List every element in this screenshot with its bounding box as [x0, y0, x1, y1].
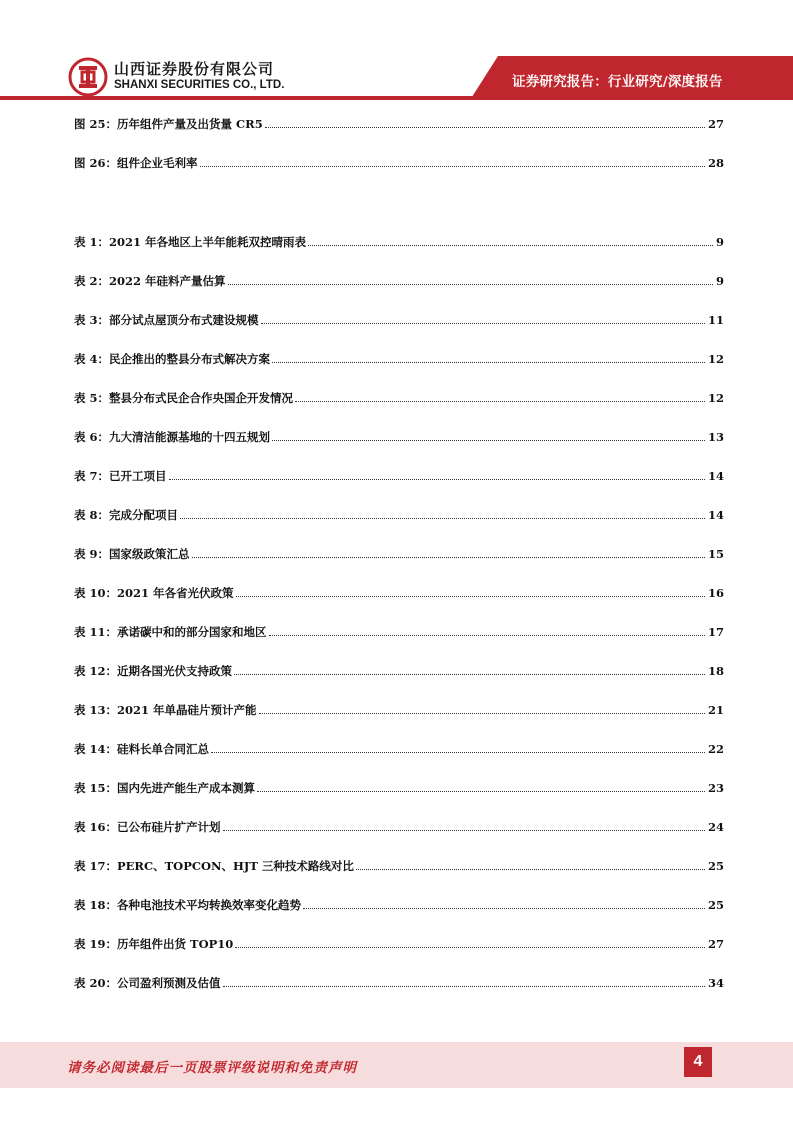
toc-entry-table[interactable] [74, 662, 724, 680]
toc-entry-label: 表 10：2021 年各省光伏政策 [74, 586, 234, 600]
toc-leader-dots [308, 244, 713, 246]
toc-entry-label: 表 8：完成分配项目 [74, 508, 179, 522]
toc-entry-label: 表 1：2021 年各地区上半年能耗双控晴雨表 [74, 235, 307, 249]
toc-entry-page: 24 [707, 820, 724, 834]
toc-leader-dots [272, 361, 705, 363]
company-name-en: SHANXI SECURITIES CO., LTD. [114, 79, 285, 91]
toc-leader-dots [235, 946, 705, 948]
toc-leader-dots [223, 829, 705, 831]
report-type: 证券研究报告：行业研究/深度报告 [512, 74, 723, 90]
toc-leader-dots [223, 985, 705, 987]
toc-leader-dots [236, 595, 705, 597]
toc-entry-page: 17 [707, 625, 724, 639]
toc-entry-table[interactable] [74, 389, 724, 407]
toc-entry-page: 23 [707, 781, 724, 795]
toc-leader-dots [192, 556, 705, 558]
toc-entry-figure[interactable] [74, 115, 724, 133]
toc-entry-page: 14 [707, 469, 724, 483]
toc-entry-table[interactable] [74, 545, 724, 563]
toc-leader-dots [259, 712, 705, 714]
toc-entry-page: 34 [707, 976, 724, 990]
toc-entry-table[interactable] [74, 311, 724, 329]
toc-entry-label: 表 3：部分试点屋顶分布式建设规模 [74, 313, 259, 327]
toc-leader-dots [257, 790, 705, 792]
toc-entry-table[interactable] [74, 818, 724, 836]
toc-entry-table[interactable] [74, 272, 724, 290]
toc-leader-dots [295, 400, 705, 402]
page-header [0, 0, 793, 100]
toc-entry-page: 9 [715, 274, 724, 288]
toc-entry-table[interactable] [74, 506, 724, 524]
toc-entry-page: 27 [707, 937, 724, 951]
toc-entry-label: 图 26：组件企业毛利率 [74, 156, 198, 170]
toc-entry-page: 14 [707, 508, 724, 522]
toc-entry-table[interactable] [74, 974, 724, 992]
toc-entry-table[interactable] [74, 233, 724, 251]
toc-leader-dots [356, 868, 705, 870]
toc-entry-label: 表 15：国内先进产能生产成本测算 [74, 781, 256, 795]
toc-entry-label: 表 19：历年组件出货 TOP10 [74, 937, 234, 951]
toc-entry-figure[interactable] [74, 154, 724, 172]
toc-entry-page: 28 [707, 156, 724, 170]
toc-entry-page: 18 [707, 664, 724, 678]
toc-entry-page: 27 [707, 117, 724, 131]
disclaimer-text: 请务必阅读最后一页股票评级说明和免责声明 [67, 1060, 357, 1076]
toc-entry-table[interactable] [74, 584, 724, 602]
toc-entry-label: 表 20：公司盈利预测及估值 [74, 976, 221, 990]
toc-leader-dots [211, 751, 705, 753]
toc-leader-dots [169, 478, 705, 480]
toc-entry-page: 25 [707, 898, 724, 912]
toc-entry-table[interactable] [74, 779, 724, 797]
toc-entry-label: 表 13：2021 年单晶硅片预计产能 [74, 703, 257, 717]
toc-entry-label: 表 5：整县分布式民企合作央国企开发情况 [74, 391, 294, 405]
toc-entry-page: 15 [707, 547, 724, 561]
toc-entry-label: 表 11：承诺碳中和的部分国家和地区 [74, 625, 267, 639]
toc-entry-label: 表 17：PERC、TOPCON、HJT 三种技术路线对比 [74, 859, 354, 873]
toc-entry-label: 表 6：九大清洁能源基地的十四五规划 [74, 430, 271, 444]
toc-entry-label: 表 12：近期各国光伏支持政策 [74, 664, 233, 678]
toc-leader-dots [261, 322, 705, 324]
toc-entry-label: 表 9：国家级政策汇总 [74, 547, 190, 561]
toc-leader-dots [180, 517, 705, 519]
toc-entry-table[interactable] [74, 740, 724, 758]
toc-entry-label: 表 7：已开工项目 [74, 469, 167, 483]
toc-entry-page: 22 [707, 742, 724, 756]
toc-leader-dots [303, 907, 705, 909]
toc-entry-table[interactable] [74, 701, 724, 719]
toc-entry-label: 表 4：民企推出的整县分布式解决方案 [74, 352, 271, 366]
toc-entry-page: 12 [707, 391, 724, 405]
toc-entry-page: 21 [707, 703, 724, 717]
toc-entry-page: 11 [707, 313, 724, 327]
company-name-cn: 山西证券股份有限公司 [114, 60, 275, 78]
toc-leader-dots [228, 283, 713, 285]
toc-leader-dots [265, 126, 705, 128]
toc-leader-dots [269, 634, 705, 636]
toc-entry-table[interactable] [74, 857, 724, 875]
toc-entry-label: 图 25：历年组件产量及出货量 CR5 [74, 117, 263, 131]
toc-entry-page: 16 [707, 586, 724, 600]
toc-entry-label: 表 2：2022 年硅料产量估算 [74, 274, 226, 288]
toc-entry-table[interactable] [74, 428, 724, 446]
toc-entry-page: 25 [707, 859, 724, 873]
toc-entry-page: 12 [707, 352, 724, 366]
toc-leader-dots [200, 165, 705, 167]
toc-entry-label: 表 14：硅料长单合同汇总 [74, 742, 210, 756]
toc-entry-table[interactable] [74, 467, 724, 485]
page-number: 4 [684, 1047, 712, 1077]
company-logo-icon [68, 57, 108, 97]
toc-entry-label: 表 16：已公布硅片扩产计划 [74, 820, 221, 834]
toc-entry-page: 9 [715, 235, 724, 249]
toc-leader-dots [272, 439, 705, 441]
toc-entry-label: 表 18：各种电池技术平均转换效率变化趋势 [74, 898, 302, 912]
toc-entry-table[interactable] [74, 350, 724, 368]
toc-leader-dots [234, 673, 705, 675]
toc-entry-table[interactable] [74, 935, 724, 953]
header-divider [0, 96, 793, 100]
toc-entry-table[interactable] [74, 623, 724, 641]
toc-entry-page: 13 [707, 430, 724, 444]
toc-entry-table[interactable] [74, 896, 724, 914]
